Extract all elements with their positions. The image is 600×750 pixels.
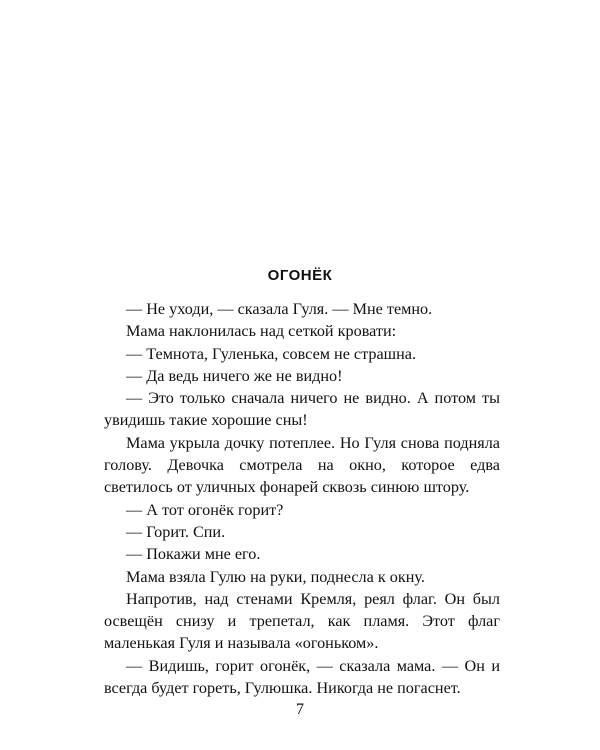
paragraph: — Да ведь ничего же не видно! xyxy=(126,366,343,385)
paragraph: — Это только сначала ничего не видно. А потом ты увидишь такие хорошие сны! xyxy=(104,389,500,430)
chapter-body xyxy=(104,298,500,699)
paragraph: — Горит. Спи. xyxy=(126,522,226,541)
paragraph: — А тот огонёк горит? xyxy=(126,500,284,519)
paragraph: — Не уходи, — сказала Гуля. — Мне темно. xyxy=(126,300,433,318)
paragraph: — Покажи мне его. xyxy=(126,545,261,564)
paragraph: Мама взяла Гулю на руки, поднесла к окну. xyxy=(126,567,425,586)
page-number: 7 xyxy=(296,701,304,718)
paragraph: — Видишь, горит огонёк, — сказала мама. — Он и всегда будет гореть, Гулюшка. Никогда не погаснет. xyxy=(104,656,500,698)
paragraph: Мама наклонилась над сеткой кровати: xyxy=(126,322,397,341)
paragraph: Напротив, над стенами Кремля, реял флаг. Он был освещён снизу и трепетал, как пламя. Этот флаг маленькая Гуля и называла «огоньком». xyxy=(104,589,500,653)
paragraph: — Темнота, Гуленька, совсем не страшна. xyxy=(126,344,417,363)
paragraph: Мама укрыла дочку потеплее. Но Гуля снова подняла голову. Девочка смотрела на окно, которое едва светилось от уличных фонарей сквозь синюю штору. xyxy=(104,433,500,497)
chapter-title: ОГОНЁК xyxy=(267,267,333,284)
